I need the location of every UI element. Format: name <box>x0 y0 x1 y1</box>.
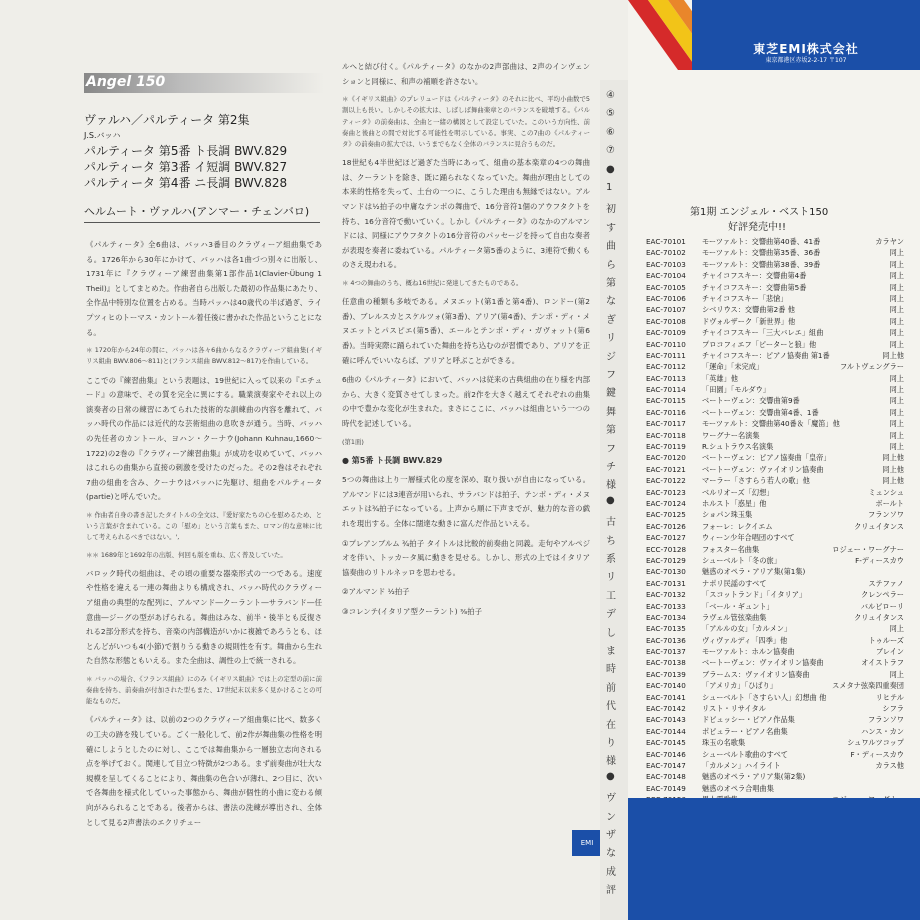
catalog-title: フォーレ：レクイエム <box>702 521 773 531</box>
catalog-artist: 同上他 <box>882 464 904 474</box>
catalog-number: EAC-70141 <box>646 692 686 702</box>
strip-char: ⑥ <box>606 126 615 138</box>
catalog-number: EAC-70102 <box>646 248 686 258</box>
strip-char: デ <box>606 609 616 621</box>
catalog-number: EAC-70124 <box>646 498 686 508</box>
catalog-number: EAC-70136 <box>646 635 686 645</box>
catalog-artist: 同上 <box>889 430 904 440</box>
catalog-number: EAC-70114 <box>646 385 686 395</box>
catalog-row <box>646 555 908 566</box>
footnote: ＊＊ 1689年と1692年の出版、何回も版を重ね、広く普及していた。 <box>86 550 287 559</box>
catalog-artist: 同上他 <box>882 453 904 463</box>
blue-footer <box>628 798 920 920</box>
catalog-title: チャイコフスキー：交響曲第5番 <box>702 282 807 292</box>
catalog-row <box>646 441 908 452</box>
catalog-row <box>646 270 908 281</box>
catalog-artist: 同上 <box>889 669 904 679</box>
catalog-title: 「アルルの女」「カルメン」 <box>702 624 792 634</box>
catalog-number: EAC-70125 <box>646 510 686 520</box>
catalog-artist: クレンペラー <box>861 590 904 600</box>
catalog-number: EAC-70111 <box>646 350 686 360</box>
catalog-row <box>646 680 908 691</box>
catalog-artist: 同上 <box>889 282 904 292</box>
catalog-number: EAC-70121 <box>646 464 686 474</box>
catalog-artist: 同上 <box>889 248 904 258</box>
catalog-title: 「英雄」他 <box>702 373 738 383</box>
strip-char: ぎ <box>606 314 616 326</box>
cropped-text-strip <box>600 80 628 920</box>
catalog-row <box>646 783 908 794</box>
catalog-title: ベートーヴェン：ヴァイオリン協奏曲 <box>702 464 824 474</box>
title-rule <box>84 222 320 223</box>
catalog-artist: オイストラフ <box>861 658 904 668</box>
strip-char: ● <box>606 770 615 782</box>
catalog-row <box>646 475 908 486</box>
notes-column-2 <box>342 60 590 625</box>
catalog-artist: トゥルーズ <box>868 635 904 645</box>
paragraph: ルへと結び付く。《パルティータ》のなかの2声部曲は、2声のインヴェンションと同様に、和声の補順を許さない。 <box>342 62 590 86</box>
catalog-number: EAC-70123 <box>646 487 686 497</box>
catalog-number: EAC-70105 <box>646 282 686 292</box>
catalog-row <box>646 247 908 258</box>
notes-column-1 <box>86 238 322 835</box>
catalog-artist: 同上 <box>889 316 904 326</box>
catalog-row <box>646 521 908 532</box>
strip-char: フ <box>606 443 616 455</box>
catalog-title: モーツァルト：交響曲第38番、39番 <box>702 259 821 269</box>
catalog-row <box>646 304 908 315</box>
catalog-row <box>646 726 908 737</box>
catalog-number: EAC-70139 <box>646 669 686 679</box>
strip-char: す <box>606 222 616 234</box>
catalog-row <box>646 384 908 395</box>
strip-char: 前 <box>606 682 616 694</box>
catalog-row <box>646 350 908 361</box>
catalog-title: シベリウス：交響曲第2番 他 <box>702 305 795 315</box>
strip-char: ザ <box>606 830 616 841</box>
catalog-number: EAC-70148 <box>646 772 686 782</box>
catalog-artist: 同上他 <box>882 350 904 360</box>
catalog-row <box>646 714 908 725</box>
catalog-row <box>646 259 908 270</box>
catalog-artist: スメタナ弦楽四重奏団 <box>832 681 904 691</box>
catalog-row <box>646 749 908 760</box>
catalog-number: EAC-70103 <box>646 259 686 269</box>
strip-char: 様 <box>606 756 616 768</box>
catalog-number: EAC-70144 <box>646 726 686 736</box>
emi-seal: EMI <box>572 830 602 856</box>
strip-char: 系 <box>606 554 616 565</box>
catalog-number: EAC-70129 <box>646 555 686 565</box>
catalog-title: ウィーン少年合唱団のすべて <box>702 533 795 543</box>
catalog-row <box>646 657 908 668</box>
catalog-artist: 同上 <box>889 385 904 395</box>
strip-char: 工 <box>606 590 616 602</box>
catalog-title: ベートーヴェン：ヴァイオリン協奏曲 <box>702 658 824 668</box>
catalog-row <box>646 646 908 657</box>
catalog-row <box>646 487 908 498</box>
strip-char: ン <box>606 811 616 823</box>
catalog-artist: シフラ <box>882 704 904 714</box>
catalog-row <box>646 236 908 247</box>
strip-char: 評 <box>606 885 616 897</box>
footnote: ＊ 作曲者自身の書き記したタイトルの全文は、『愛好家たちの心を慰めるため、という言葉が含まれている。この「慰め」という言葉もまた、ロマン的な意味に比して考えられるべきではない。', <box>86 510 322 542</box>
catalog-number: EAC-70147 <box>646 760 686 770</box>
strip-char: ら <box>606 259 616 271</box>
catalog-row <box>646 361 908 372</box>
movement-2: ②アルマンド ½拍子 <box>342 587 410 597</box>
catalog-row <box>646 498 908 509</box>
catalog-number: EAC-70109 <box>646 328 686 338</box>
catalog-list <box>646 236 908 806</box>
catalog-artist: 同上 <box>889 396 904 406</box>
catalog-number: EAC-70107 <box>646 305 686 315</box>
catalog-row <box>646 589 908 600</box>
strip-char: 代 <box>606 701 616 713</box>
catalog-artist: クリュイタンス <box>854 612 904 622</box>
strip-char: チ <box>606 462 616 473</box>
catalog-number: EAC-70122 <box>646 476 686 486</box>
catalog-artist: ハンス・カン <box>861 726 904 736</box>
catalog-artist: フランソワ <box>868 715 904 725</box>
catalog-row <box>646 418 908 429</box>
catalog-artist: クリュイタンス <box>854 521 904 531</box>
composer-name: J.S.バッハ <box>84 131 121 140</box>
work-title-3: パルティータ 第4番 ニ長調 BWV.828 <box>84 176 288 190</box>
catalog-title: ドビュッシー・ピアノ作品集 <box>702 715 795 725</box>
work-title-2: パルティータ 第3番 イ短調 BWV.827 <box>84 160 288 174</box>
catalog-number: EAC-70146 <box>646 749 686 759</box>
catalog-artist: リヒテル <box>875 692 904 702</box>
catalog-number: EAC-70101 <box>646 237 686 246</box>
work-title-1: パルティータ 第5番 ト長調 BWV.829 <box>84 144 288 158</box>
strip-char: り <box>606 738 616 749</box>
catalog-title: プロコフィエフ「ピーターと狼」他 <box>702 339 817 349</box>
catalog-number: EAC-70119 <box>646 442 686 452</box>
strip-char: 第 <box>606 425 616 437</box>
catalog-number: EAC-70112 <box>646 362 686 372</box>
catalog-artist: 同上 <box>889 407 904 417</box>
catalog-number: EAC-70142 <box>646 704 686 714</box>
catalog-row <box>646 612 908 623</box>
catalog-row <box>646 578 908 589</box>
angel-150-logo: Angel 150 <box>86 74 166 90</box>
catalog-artist: フランソワ <box>868 510 904 520</box>
strip-char: ④ <box>606 90 615 101</box>
catalog-title: モーツァルト：交響曲第40番＆「魔笛」他 <box>702 419 840 429</box>
catalog-row <box>646 339 908 350</box>
catalog-number: EAC-70143 <box>646 715 686 725</box>
catalog-title: 魅惑のオペラ・アリア集(第2集) <box>702 772 806 782</box>
catalog-title: 「スコットランド」「イタリア」 <box>702 590 807 600</box>
catalog-title: チャイコフスキー：ピアノ協奏曲 第1番 <box>702 350 830 360</box>
catalog-number: ECC-70128 <box>646 544 687 554</box>
catalog-title: 魅惑のオペラ・アリア集(第1集) <box>702 567 806 577</box>
strip-char: 鍵 <box>606 388 616 400</box>
catalog-title: 「運命」「未完成」 <box>702 362 764 372</box>
catalog-title: チャイコフスキー「悲愴」 <box>702 293 788 303</box>
catalog-title: ブラームス：ヴァイオリン協奏曲 <box>702 669 810 679</box>
strip-char: ヴ <box>606 793 616 805</box>
catalog-title: マーラー「さすらう若人の歌」他 <box>702 476 810 486</box>
catalog-number: EAC-70117 <box>646 419 686 429</box>
paragraph: 5つの舞曲は上り一層様式化の度を深め、取り扱いが自由になっている。アルマンドには3連音が用いられ、サラバンドは拍子、テンポ・ディ・メヌエットは¾拍子になっている。上声から順に下声までが、魅力的な音の戯れを現出する。全体に闊達な動きに富んだ作品といえる。 <box>342 475 590 529</box>
catalog-artist: ブレイン <box>875 647 904 657</box>
catalog-row <box>646 703 908 714</box>
strip-char: ま <box>606 646 616 657</box>
catalog-artist: フルトヴェングラー <box>840 362 904 372</box>
paragraph: 《パルティータ》全6曲は、バッハ3番目のクラヴィーア組曲集である。1726年から30年にかけて、バッハは各1曲づつ別々に出版し、1731年に『クラヴィーア練習曲集第1部作品1(Clavier-Übung 1 Theil)』としてまとめた。作曲者自ら出版した最初の作品集にあたり、全作品中特別な位置を占める。当時パッハは40歳代の半ば過ぎ、ライプツィヒのトーマス・カントール着任後に書かれた作品ということになる。 <box>86 240 322 337</box>
catalog-number: EAC-70133 <box>646 601 686 611</box>
strip-char: ● <box>606 163 615 175</box>
paragraph: バロック時代の組曲は、その頃の重要な器楽形式の一つである。速度や性格を違える一連の舞曲よりも構成され、バッハ時代のクラヴィーア組曲の典型的な配列に、アルマンド―クーラント―サラバンド―任意曲―ジーグの型があげられる。舞曲はみな、前半・後半とも反復される2部分形式を持ち、音楽の内部構造がいかに複雑であろうとも、ほとんどがいつも4(小節)で割りうる動きの規則性を有す。舞曲から生れた自然な形態ともいえる。また全曲は、調性の上で統一される。 <box>86 568 322 666</box>
strip-char: 曲 <box>606 241 616 253</box>
catalog-title: 魅惑のオペラ合唱曲集 <box>702 783 774 793</box>
catalog-title: ドヴォルザーク「新世界」他 <box>702 316 796 326</box>
strip-char: 1 <box>606 182 613 193</box>
paragraph: 《パルティータ》は、以前の2つのクラヴィーア組曲集に比べ、数多くの工夫の跡を残している。ごく一般化して、前2作が舞曲集の性格を明確にしようとしたのに対し、ここでは舞曲集から一層独立志向される点を挙げておく。関連して目立つ特徴が2つある。まず前奏曲が壮大な規模を呈してくることにより、舞曲集の色合いが薄れ、2つ目に、次いで各舞曲を様式化していった事態から、舞曲が個性的小曲に変わる傾向がみられることである。後者からは、書法の洗練が導出され、全体として見る2声書法のエクリチュー <box>86 715 322 827</box>
strip-char: フ <box>606 370 616 381</box>
catalog-artist: 同上 <box>889 259 904 269</box>
catalog-row <box>646 544 908 555</box>
catalog-number: EAC-70135 <box>646 624 686 634</box>
catalog-row <box>646 282 908 293</box>
strip-char: 古 <box>606 517 616 529</box>
catalog-number: EAC-70137 <box>646 647 686 657</box>
footnote: ＊ バッハの場合、《フランス組曲》にのみ《イギリス組曲》では上の定型の前に前奏曲を持ち、前奏曲が付加された型もまた、17世紀末以来多く見かけることの可能なものだ。 <box>86 674 322 706</box>
catalog-number: EAC-70134 <box>646 612 686 622</box>
company-name: 東芝EMI株式会社 <box>753 42 859 56</box>
strip-char: 初 <box>606 204 616 216</box>
strip-char: な <box>606 848 616 860</box>
strip-char: ジ <box>606 351 616 363</box>
strip-char: し <box>606 627 616 639</box>
catalog-title: シューベルト「冬の旅」 <box>702 555 781 565</box>
catalog-number: EAC-70113 <box>646 373 686 383</box>
catalog-number: EAC-70132 <box>646 590 686 600</box>
movement-1: ①プレアンブルム ¾拍子 タイトルは比較的前奏曲と同義。走句やアルペジオを伴い、トッカータ風に動きを見せる。しかし、形式の上ではイタリア協奏曲のリトルネッロを思わせる。 <box>342 538 590 577</box>
catalog-artist: F-ディースカウ <box>855 555 904 565</box>
catalog-artist: 同上 <box>889 271 904 281</box>
catalog-number: EAC-70120 <box>646 453 686 463</box>
strip-char: な <box>606 296 616 308</box>
catalog-title: フォスター名曲集 <box>702 544 760 554</box>
catalog-title: チャイコフスキー「三大バレエ」組曲 <box>702 328 824 338</box>
catalog-number: EAC-70108 <box>646 316 686 326</box>
catalog-title: ベートーヴェン：交響曲第9番 <box>702 396 800 406</box>
catalog-title: ホルスト「惑星」他 <box>702 498 767 508</box>
paragraph: 6曲の《パルティータ》において、バッハは従来の古典組曲の在り様を内部から、大きく変質させてしまった。前2作を大きく越えてそれぞれの曲集の中で豊かな変化が生まれた。まさにここに、バッハは組曲という一つの時代を記述している。 <box>342 375 590 428</box>
catalog-artist: ステファノ <box>868 578 904 588</box>
catalog-row <box>646 635 908 646</box>
catalog-row <box>646 566 908 577</box>
catalog-row <box>646 692 908 703</box>
catalog-artist: 同上 <box>889 305 904 315</box>
catalog-title: ナポリ民謡のすべて <box>702 578 767 588</box>
paragraph: 18世紀も4半世紀ほど過ぎた当時にあって、組曲の基本楽章の4つの舞曲は、クーラントを除き、既に踊られなくなっていた。舞曲が理由としての本来的性格を失って、土台の一つに、こうした理由も無縁ではない。アルマンドは½拍子の中庸なテンポの舞曲で、16分音符1個のアウフタクトを持ち、16分音符で動いていく。しかし《パルティータ》のなかのアルマンドには、同様にアウフタクトの16分音符のパッセージを持って自由な奏者が表現を奏者に委ねている。パルティータ第5番のように、3連符で動くものさえ現われる。 <box>342 158 590 270</box>
strip-char: 時 <box>606 664 616 676</box>
catalog-title: R.シュトラウス名演集 <box>702 442 774 452</box>
series-title: 第1期 エンジェル・ベスト150 <box>690 207 829 218</box>
catalog-row <box>646 669 908 680</box>
catalog-number: EAC-70149 <box>646 783 686 793</box>
catalog-artist: F・ディースカウ <box>850 749 904 759</box>
catalog-title: ヴィヴァルディ「四季」他 <box>702 635 788 645</box>
catalog-artist: 同上 <box>889 442 904 452</box>
catalog-artist: カラス他 <box>875 760 904 770</box>
catalog-title: ベートーヴェン：交響曲第4番、1番 <box>702 407 819 417</box>
catalog-artist: 同上 <box>889 339 904 349</box>
catalog-number: EAC-70140 <box>646 681 686 691</box>
catalog-row <box>646 601 908 612</box>
catalog-title: ワーグナー名演集 <box>702 430 760 440</box>
catalog-title: ポピュラー・ピアノ名曲集 <box>702 726 788 736</box>
catalog-row <box>646 737 908 748</box>
catalog-title: ラヴェル管弦楽曲集 <box>702 612 767 622</box>
catalog-row <box>646 293 908 304</box>
catalog-artist: 同上 <box>889 293 904 303</box>
catalog-number: EAC-70131 <box>646 578 686 588</box>
catalog-title: 珠玉の名歌集 <box>702 738 746 748</box>
catalog-artist: シュワルツコップ <box>847 738 904 748</box>
catalog-title: 「田園」「モルダウ」 <box>702 385 770 395</box>
paragraph: 任意曲の種類も多岐である。メヌエット(第1番と第4番)、ロンドー(第2番)、ブレルスカとスケルツォ(第3番)、アリア(第4番)、テンポ・ディ・メヌエットとパスピエ(第5番)、エールとテンポ・ディ・ガヴォット(第6番)。当時実際に踊られていた舞曲を持ち込むのが習慣であり、アリアを正確に呼んでいいならば、アリアと呼ぶことができる。 <box>342 297 590 365</box>
catalog-row <box>646 464 908 475</box>
catalog-title: 「カルメン」ハイライト <box>702 760 781 770</box>
performer-name: ヘルムート・ヴァルハ(アンマー・チェンバロ) <box>84 205 310 218</box>
series-subtitle: 好評発売中!! <box>728 222 787 233</box>
catalog-row <box>646 316 908 327</box>
catalog-title: チャイコフスキー：交響曲第4番 <box>702 271 807 281</box>
side-label: (第1面) <box>342 437 364 446</box>
catalog-row <box>646 623 908 634</box>
catalog-title: モーツァルト：ホルン協奏曲 <box>702 647 795 657</box>
strip-char: ち <box>606 535 616 547</box>
catalog-row <box>646 509 908 520</box>
strip-char: ⑦ <box>606 145 615 157</box>
strip-char: リ <box>606 572 616 584</box>
footnote: ＊《イギリス組曲》のプレリュードは《パルティータ》のそれに比べ、平均小曲数で5割以上も長い。しかしその拡大は、しばしば舞曲楽章とのバランスを破壊する。《パルティータ》の前奏曲は、全曲と一緒の構図として設定していた。このいう方向性、前奏曲と後曲との間で対比する可能性を明示している。事実、この7曲の《パルティータ》の前奏曲の拡大では、いうまでもなく全体のバランスに見合うものだ。 <box>342 95 590 148</box>
catalog-artist: 同上 <box>889 419 904 429</box>
company-address: 東京都港区赤坂2-2-17 〒107 <box>765 57 847 64</box>
movement-3: ③コレンテ(イタリア型クーラント) ⅜拍子 <box>342 607 482 617</box>
catalog-artist: ロジェー・ワーグナー <box>832 544 904 554</box>
catalog-number: EAC-70138 <box>646 658 686 668</box>
catalog-title: モーツァルト：交響曲第40番、41番 <box>702 237 821 246</box>
catalog-artist: ボールト <box>875 498 904 508</box>
catalog-title: シューベルト歌曲のすべて <box>702 749 788 759</box>
strip-char: ⑤ <box>606 108 615 120</box>
catalog-artist: 同上 <box>889 624 904 634</box>
catalog-number: EAC-70110 <box>646 339 686 349</box>
section-heading: ● 第5番 ト長調 BWV.829 <box>342 455 443 465</box>
catalog-row <box>646 407 908 418</box>
catalog-number: EAC-70126 <box>646 521 686 531</box>
catalog-artist: 同上 <box>889 373 904 383</box>
strip-char: 成 <box>606 866 616 878</box>
catalog-number: EAC-70145 <box>646 738 686 748</box>
strip-char: 舞 <box>606 406 616 418</box>
catalog-number: EAC-70127 <box>646 533 686 543</box>
strip-char: リ <box>606 333 616 345</box>
catalog-row <box>646 395 908 406</box>
catalog-title: ショパン珠玉集 <box>702 510 753 520</box>
catalog-title: 「アメリカ」「ひばり」 <box>702 681 777 691</box>
footnote: ＊ 1720年から24年の間に、バッハは各々6曲からなるクラヴィーア組曲集(イギリス組曲 BWV.806〜811)と(フランス組曲 BWV.812〜817)を作曲している。 <box>86 346 322 366</box>
paragraph: ここでの『練習曲集』という表題は、19世紀に入って以来の『エチュード』の意味で、その質を完全に異にする。職業演奏家やそれ以上の演奏者の日常の練習にあてられた技術的な訓練曲の内容を離れて、バッハ時代の作品には近代的な芸術組曲の息吹きが通う。当時、バッハの先任者のカントール、ヨハン・クーナウ(Johann Kuhnau,1660〜1722)の2巻の『クラヴィーア練習曲集』が成功を収めていて、バッハはこれらの曲集から直接の刺激を受けたのだった。その2巻はそれぞれ7曲の組曲を含み、クーナウはバッハに先駆け、組曲をパルティータ(partie)と呼んでいた。 <box>86 375 322 502</box>
catalog-row <box>646 327 908 338</box>
catalog-number: EAC-70115 <box>646 396 686 406</box>
catalog-title: ベートーヴェン：ピアノ協奏曲「皇帝」 <box>702 453 831 463</box>
catalog-title: モーツァルト：交響曲第35番、36番 <box>702 248 821 258</box>
catalog-row <box>646 532 908 543</box>
catalog-panel <box>628 0 920 920</box>
catalog-number: EAC-70118 <box>646 430 686 440</box>
catalog-title: シューベルト「さすらい人」幻想曲 他 <box>702 692 827 702</box>
catalog-title: リスト・リサイタル <box>702 704 766 714</box>
catalog-title: 「ベール・ギュント」 <box>702 601 774 611</box>
catalog-number: EAC-70116 <box>646 407 686 417</box>
catalog-artist: 同上 <box>889 328 904 338</box>
catalog-row <box>646 452 908 463</box>
catalog-row <box>646 760 908 771</box>
catalog-artist: ミュンシュ <box>868 487 904 497</box>
strip-char: 在 <box>606 719 616 731</box>
strip-char: 第 <box>606 278 616 289</box>
album-title: ヴァルハ／パルティータ 第2集 <box>84 113 250 127</box>
footnote: ＊ 4つの舞曲のうち、概ね16世紀に発達してきたものである。 <box>342 278 523 287</box>
catalog-row <box>646 373 908 384</box>
strip-char: 様 <box>606 480 616 492</box>
catalog-row <box>646 430 908 441</box>
catalog-artist: カラヤン <box>875 237 904 246</box>
catalog-number: EAC-70106 <box>646 293 686 303</box>
catalog-number: EAC-70130 <box>646 567 686 577</box>
company-header <box>692 0 920 70</box>
catalog-artist: 同上他 <box>882 476 904 486</box>
catalog-title: ベルリオーズ「幻想」 <box>702 487 774 497</box>
catalog-row <box>646 771 908 782</box>
strip-char: ● <box>606 494 615 506</box>
catalog-artist: バルビローリ <box>860 601 904 611</box>
catalog-number: EAC-70104 <box>646 271 686 281</box>
